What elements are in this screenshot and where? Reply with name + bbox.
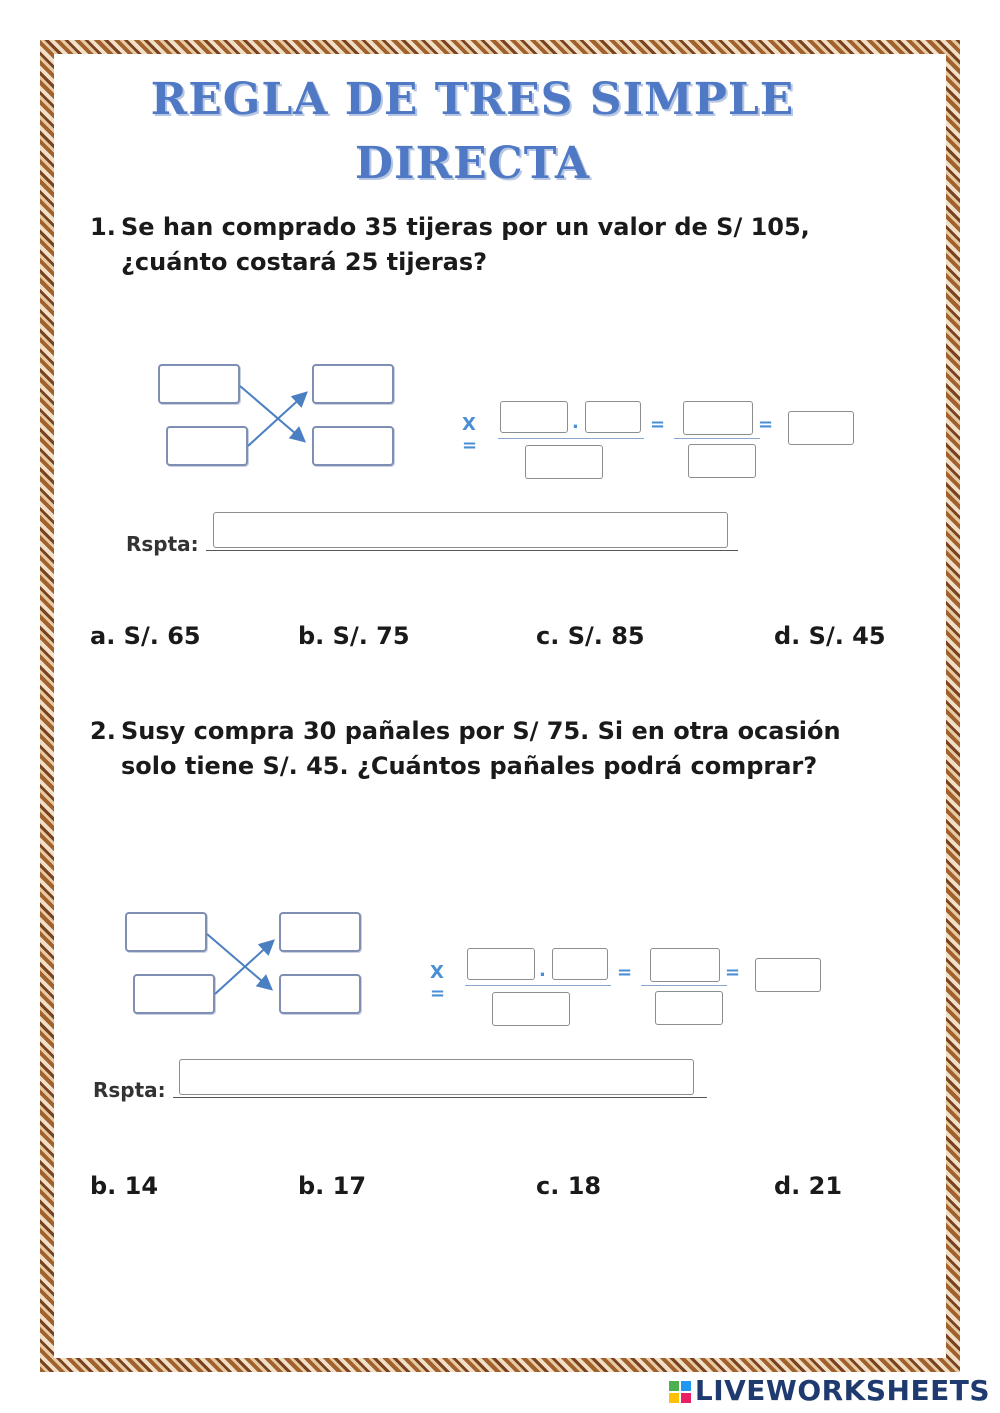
worksheet-title-line1: REGLA DE TRES SIMPLE [150, 74, 795, 125]
question-text: Se han comprado 35 tijeras por un valor de S/ 105, ¿cuánto costará 25 tijeras? [121, 213, 810, 276]
formula-dot: . [539, 960, 546, 981]
formula-numerator-2[interactable] [552, 948, 608, 980]
formula-denominator[interactable] [492, 992, 570, 1026]
formula-dot: . [572, 412, 579, 433]
brand-name: LIVEWORKSHEETS [694, 1374, 990, 1407]
option-c[interactable]: c. 18 [536, 1172, 602, 1200]
formula-result-numerator[interactable] [683, 401, 753, 435]
formula-final-answer[interactable] [755, 958, 821, 992]
option-b[interactable]: b. 17 [298, 1172, 367, 1200]
option-d[interactable]: d. 21 [774, 1172, 843, 1200]
liveworksheets-logo-icon [669, 1381, 691, 1403]
option-d[interactable]: d. S/. 45 [774, 622, 886, 650]
formula-numerator-1[interactable] [500, 401, 568, 433]
formula-denominator[interactable] [525, 445, 603, 479]
answer-input[interactable] [213, 512, 728, 548]
formula-equals: = [725, 962, 741, 983]
formula-result-numerator[interactable] [650, 948, 720, 982]
fraction-bar [465, 985, 611, 986]
formula-result-denominator[interactable] [688, 444, 756, 478]
option-a[interactable]: a. S/. 65 [90, 622, 201, 650]
fraction-bar [498, 438, 644, 439]
option-b[interactable]: b. S/. 75 [298, 622, 410, 650]
formula-numerator-2[interactable] [585, 401, 641, 433]
option-c[interactable]: c. S/. 85 [536, 622, 645, 650]
formula-x-label: X = [430, 962, 446, 1004]
answer-label: Rspta: [93, 1078, 166, 1102]
formula-equals: = [617, 962, 633, 983]
formula-result-denominator[interactable] [655, 991, 723, 1025]
worksheet-title-line2: DIRECTA [354, 138, 591, 189]
fraction-bar [674, 438, 760, 439]
liveworksheets-logo [669, 1374, 990, 1407]
answer-underline [173, 1097, 707, 1098]
formula-x-label: X = [462, 414, 478, 456]
formula-equals: = [650, 414, 666, 435]
option-a[interactable]: b. 14 [90, 1172, 159, 1200]
formula-final-answer[interactable] [788, 411, 854, 445]
cross-arrows-icon [0, 0, 1000, 600]
answer-underline [206, 550, 738, 551]
answer-input[interactable] [179, 1059, 694, 1095]
answer-label: Rspta: [126, 532, 199, 556]
question-text: Susy compra 30 pañales por S/ 75. Si en otra ocasión solo tiene S/. 45. ¿Cuántos pañales podrá comprar? [121, 717, 841, 780]
formula-equals: = [758, 414, 774, 435]
fraction-bar [641, 985, 727, 986]
formula-numerator-1[interactable] [467, 948, 535, 980]
question-number: 1. [90, 213, 116, 241]
question-number: 2. [90, 717, 116, 745]
